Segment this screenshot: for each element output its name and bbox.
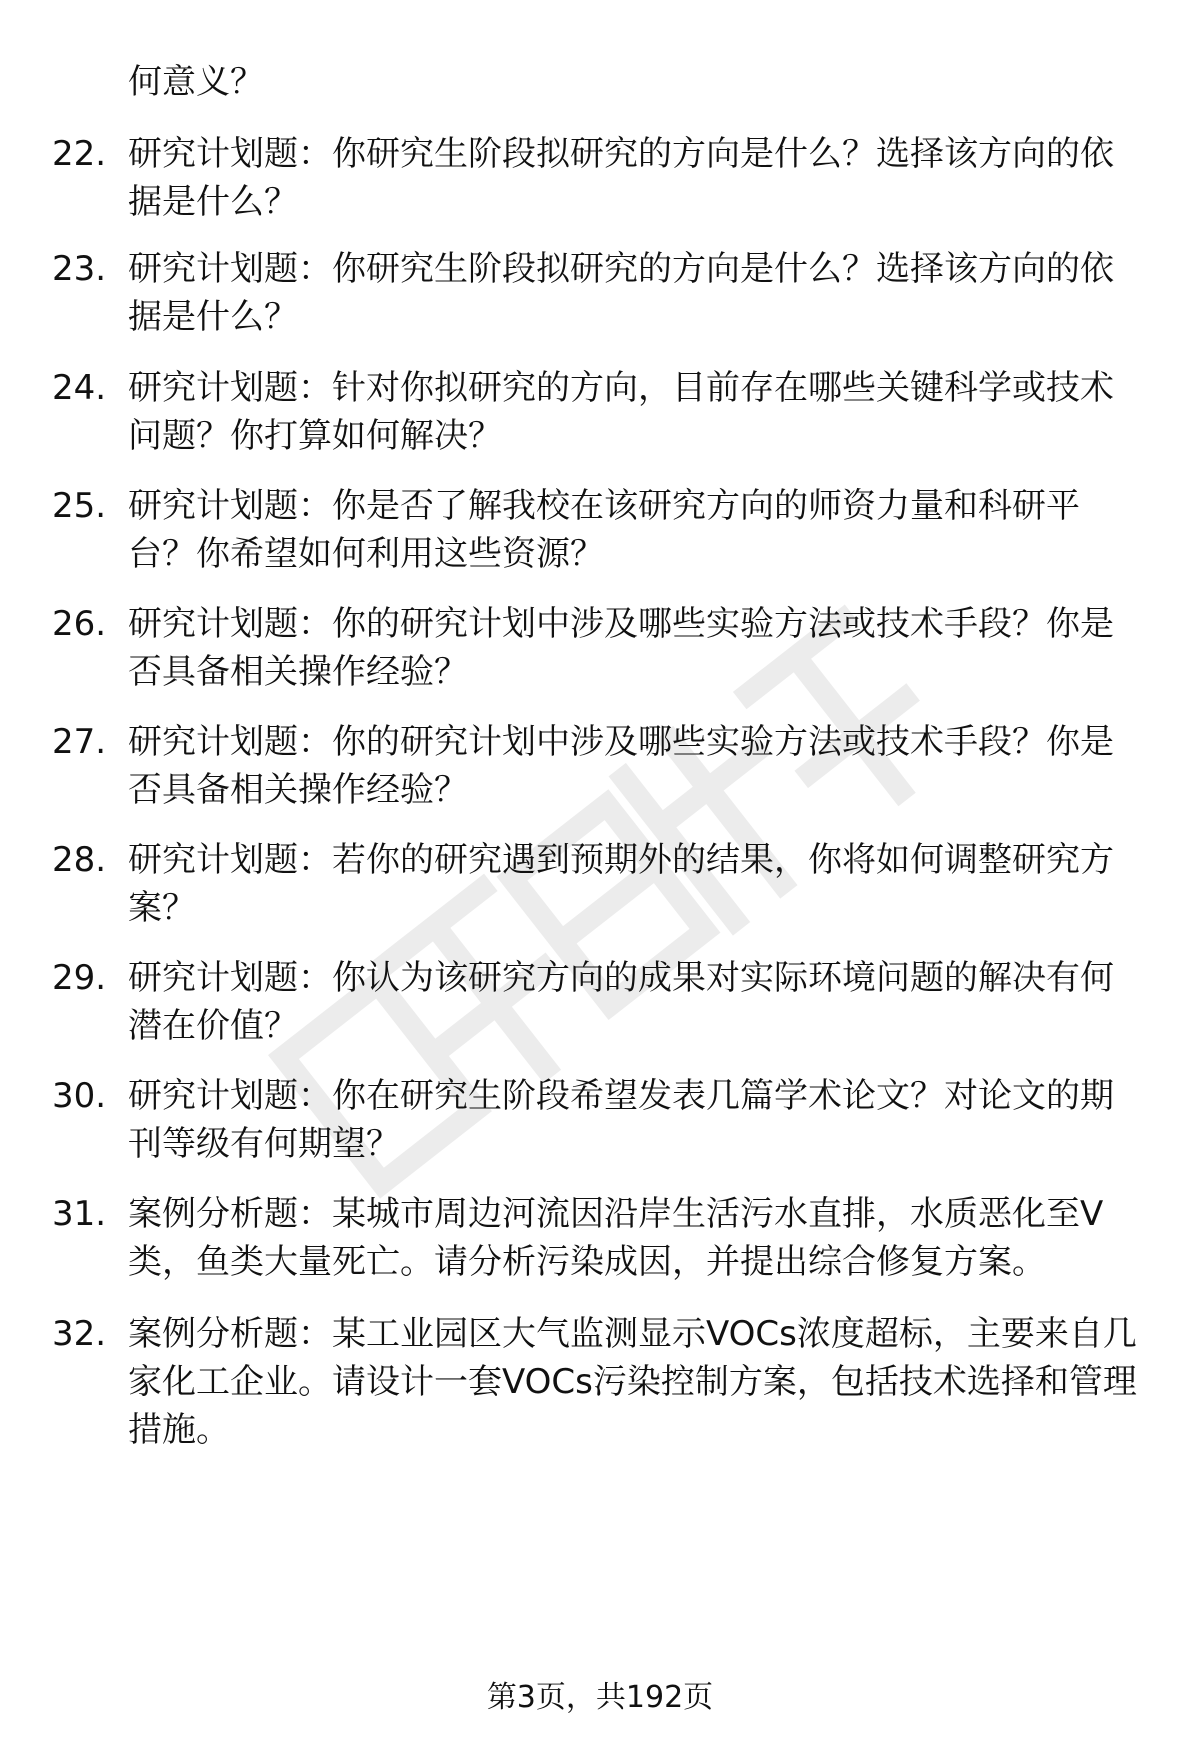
- item-text: 研究计划题：你研究生阶段拟研究的方向是什么？选择该方向的依据是什么？: [128, 134, 1114, 222]
- continuation-text: 何意义？: [128, 62, 264, 102]
- item-number: 24.: [52, 368, 107, 408]
- item-number: 30.: [52, 1076, 107, 1116]
- item-number: 31.: [52, 1194, 107, 1234]
- item-text: 案例分析题：某城市周边河流因沿岸生活污水直排，水质恶化至V类，鱼类大量死亡。请分析污染成因，并提出综合修复方案。: [128, 1194, 1104, 1282]
- item-number: 27.: [52, 722, 107, 762]
- item-text: 研究计划题：你在研究生阶段希望发表几篇学术论文？对论文的期刊等级有何期望？: [128, 1076, 1114, 1164]
- item-text: 研究计划题：你认为该研究方向的成果对实际环境问题的解决有何潜在价值？: [128, 958, 1114, 1046]
- item-text: 研究计划题：你研究生阶段拟研究的方向是什么？选择该方向的依据是什么？: [128, 249, 1114, 337]
- item-number: 25.: [52, 486, 107, 526]
- item-number: 29.: [52, 958, 107, 998]
- item-number: 26.: [52, 604, 107, 644]
- item-text: 研究计划题：你的研究计划中涉及哪些实验方法或技术手段？你是否具备相关操作经验？: [128, 604, 1114, 692]
- item-number: 22.: [52, 134, 107, 174]
- item-text: 案例分析题：某工业园区大气监测显示VOCs浓度超标，主要来自几家化工企业。请设计一套VOCs污染控制方案，包括技术选择和管理措施。: [128, 1314, 1137, 1450]
- item-text: 研究计划题：针对你拟研究的方向，目前存在哪些关键科学或技术问题？你打算如何解决？: [128, 368, 1114, 456]
- item-number: 28.: [52, 840, 107, 880]
- item-text: 研究计划题：若你的研究遇到预期外的结果，你将如何调整研究方案？: [128, 840, 1114, 928]
- item-text: 研究计划题：你是否了解我校在该研究方向的师资力量和科研平台？你希望如何利用这些资源？: [128, 486, 1080, 574]
- item-text: 研究计划题：你的研究计划中涉及哪些实验方法或技术手段？你是否具备相关操作经验？: [128, 722, 1114, 810]
- item-number: 32.: [52, 1314, 107, 1354]
- page-footer: 第3页，共192页: [486, 1680, 714, 1715]
- item-number: 23.: [52, 249, 107, 289]
